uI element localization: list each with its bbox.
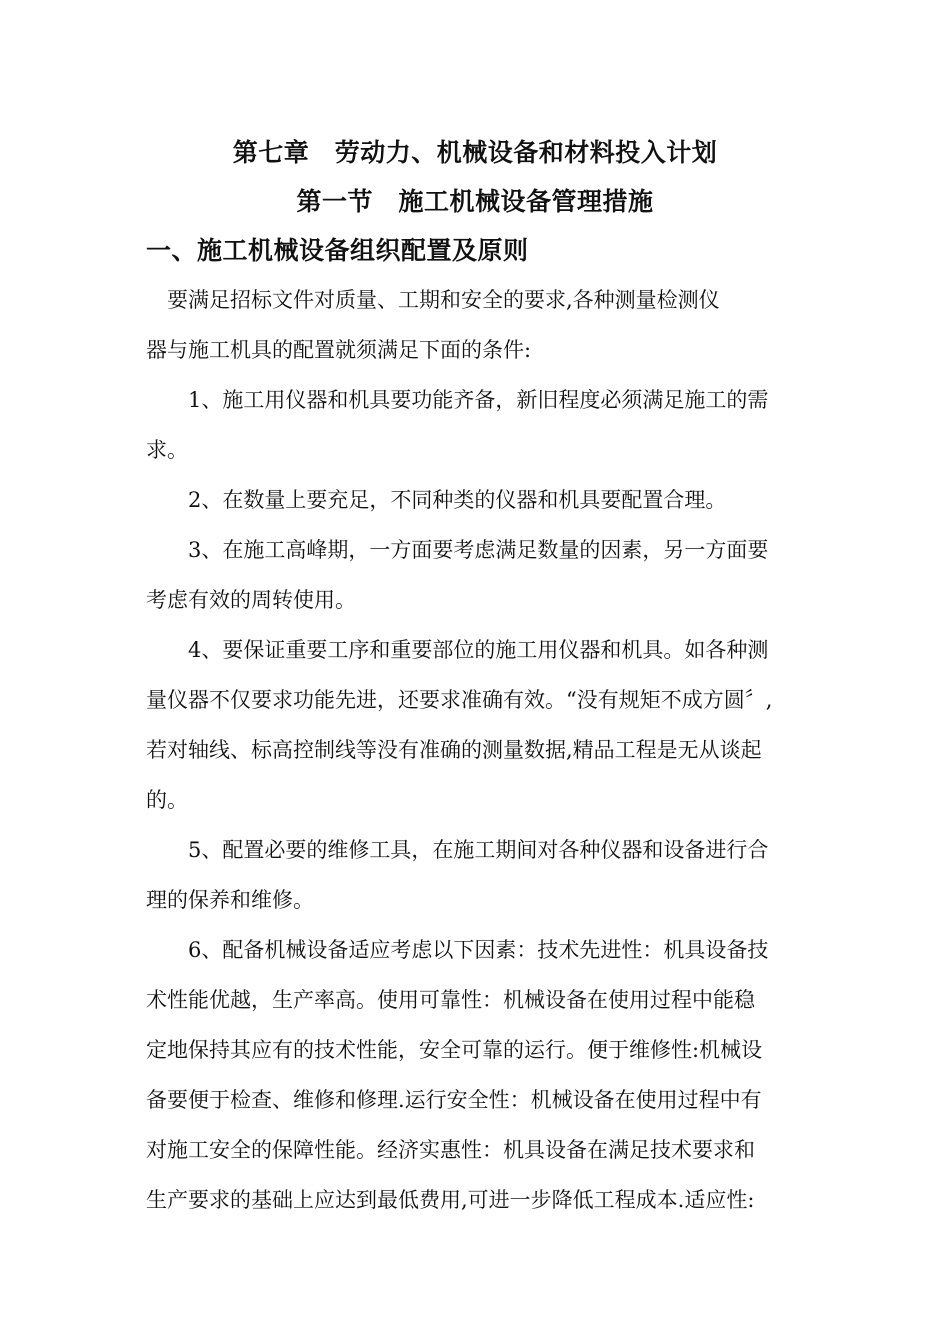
- text-line: 若对轴线、标高控制线等没有准确的测量数据,精品工程是无从谈起: [146, 738, 762, 762]
- section-title: 第一节 施工机械设备管理措施: [296, 187, 654, 216]
- text-line: 对施工安全的保障性能。经济实惠性：机具设备在满足技术要求和: [146, 1138, 755, 1162]
- chapter-title: 第七章 劳动力、机械设备和材料投入计划: [232, 138, 718, 167]
- text-line: 定地保持其应有的技术性能，安全可靠的运行。便于维修性:机械设: [146, 1038, 763, 1062]
- text-line: 备要便于检查、维修和修理.运行安全性：机械设备在使用过程中有: [146, 1088, 762, 1112]
- text-line: 2、在数量上要充足，不同种类的仪器和机具要配置合理。: [146, 488, 727, 512]
- text-line: 3、在施工高峰期，一方面要考虑满足数量的因素，另一方面要: [146, 538, 769, 562]
- text-line: 5、配置必要的维修工具，在施工期间对各种仪器和设备进行合: [146, 838, 769, 862]
- text-line: 要满足招标文件对质量、工期和安全的要求,各种测量检测仪: [146, 288, 720, 312]
- text-line: 器与施工机具的配置就须满足下面的条件:: [146, 338, 532, 362]
- text-line: 4、要保证重要工序和重要部位的施工用仪器和机具。如各种测: [146, 638, 769, 662]
- text-line: 量仪器不仅要求功能先进，还要求准确有效。“没有规矩不成方圆〞,: [146, 688, 773, 712]
- body-text: [146, 275, 810, 1225]
- text-line: 6、配备机械设备适应考虑以下因素：技术先进性：机具设备技: [146, 938, 769, 962]
- subsection-title: 一、施工机械设备组织配置及原则: [146, 236, 529, 265]
- text-line: 1、施工用仪器和机具要功能齐备，新旧程度必须满足施工的需: [146, 388, 769, 412]
- text-line: 理的保养和维修。: [146, 888, 314, 912]
- text-line: 生产要求的基础上应达到最低费用,可进一步降低工程成本.适应性:: [146, 1188, 755, 1212]
- text-line: 考虑有效的周转使用。: [146, 588, 356, 612]
- text-line: 的。: [146, 788, 188, 812]
- text-line: 求。: [146, 438, 188, 462]
- text-line: 术性能优越，生产率高。使用可靠性：机械设备在使用过程中能稳: [146, 988, 755, 1012]
